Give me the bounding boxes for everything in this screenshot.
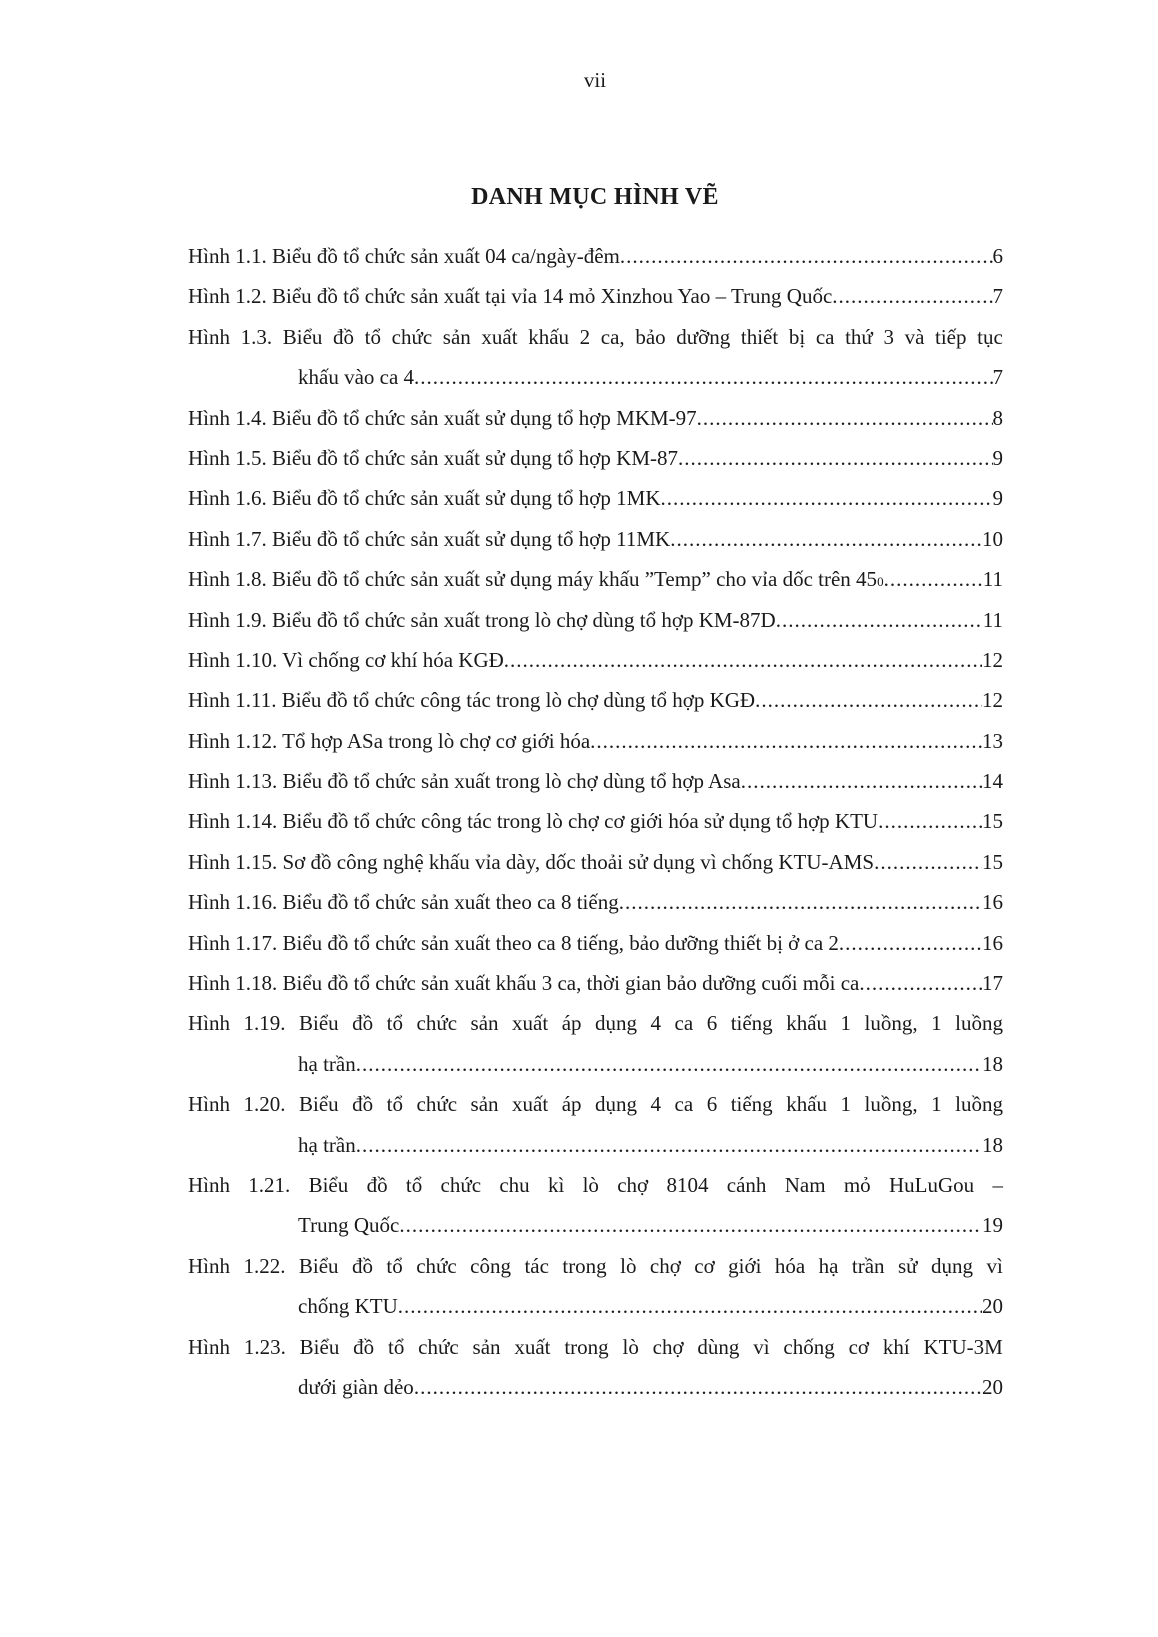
entry-caption: Hình 1.16. Biểu đồ tổ chức sản xuất theo ca 8 tiếng bbox=[188, 890, 619, 915]
dot-leader bbox=[619, 882, 982, 922]
entry-caption: Hình 1.6. Biểu đồ tổ chức sản xuất sử dụng tổ hợp 1MK bbox=[188, 486, 661, 511]
entry-final-line bbox=[188, 963, 1003, 1003]
dot-leader bbox=[832, 276, 992, 316]
dot-leader bbox=[741, 761, 982, 801]
entry-caption: Hình 1.14. Biểu đồ tổ chức công tác trong lò chợ cơ giới hóa sử dụng tổ hợp KTU bbox=[188, 809, 879, 834]
figure-list-entry[interactable] bbox=[188, 761, 1003, 801]
figure-list-entry[interactable] bbox=[188, 1165, 1003, 1246]
entry-final-line bbox=[188, 1044, 1003, 1084]
dot-leader bbox=[356, 1044, 982, 1084]
dot-leader bbox=[356, 1125, 982, 1165]
figure-list-entry[interactable] bbox=[188, 721, 1003, 761]
dot-leader bbox=[884, 559, 983, 599]
entry-final-line bbox=[188, 721, 1003, 761]
entry-caption: Hình 1.22. Biểu đồ tổ chức công tác trong lò chợ cơ giới hóa hạ trần sử dụng vì bbox=[188, 1253, 1003, 1278]
entry-final-line bbox=[188, 882, 1003, 922]
dot-leader bbox=[414, 1367, 982, 1407]
entry-page-number: 13 bbox=[982, 728, 1003, 753]
entry-caption: Hình 1.8. Biểu đồ tổ chức sản xuất sử dụng máy khấu ”Temp” cho vỉa dốc trên 45 bbox=[188, 567, 878, 592]
entry-caption: chống KTU bbox=[298, 1294, 398, 1319]
entry-final-line bbox=[188, 640, 1003, 680]
figure-list-entry[interactable] bbox=[188, 1084, 1003, 1165]
figure-list-entry[interactable] bbox=[188, 1003, 1003, 1084]
entry-caption: hạ trần bbox=[298, 1051, 356, 1076]
figure-list-entry[interactable] bbox=[188, 478, 1003, 518]
page-number: vii bbox=[583, 68, 607, 92]
entry-page-number: 11 bbox=[982, 607, 1003, 632]
entry-page-number: 9 bbox=[992, 445, 1003, 470]
figure-list-entry[interactable] bbox=[188, 801, 1003, 841]
entry-caption: Hình 1.19. Biểu đồ tổ chức sản xuất áp dụng 4 ca 6 tiếng khấu 1 luồng, 1 luồng bbox=[188, 1011, 1003, 1036]
dot-leader bbox=[414, 357, 992, 397]
dot-leader bbox=[776, 600, 983, 640]
figure-list-entry[interactable] bbox=[188, 317, 1003, 398]
entry-caption: Hình 1.2. Biểu đồ tổ chức sản xuất tại vỉa 14 mỏ Xinzhou Yao – Trung Quốc bbox=[188, 284, 833, 309]
entry-final-line bbox=[188, 761, 1003, 801]
entry-final-line bbox=[188, 398, 1003, 438]
figure-list-entry[interactable] bbox=[188, 842, 1003, 882]
entry-caption: Hình 1.1. Biểu đồ tổ chức sản xuất 04 ca/ngày-đêm bbox=[188, 244, 620, 268]
entry-final-line bbox=[188, 1367, 1003, 1407]
entry-page-number: 19 bbox=[982, 1213, 1003, 1238]
figure-list-entry[interactable] bbox=[188, 680, 1003, 720]
dot-leader bbox=[398, 1286, 982, 1326]
entry-wrapped-line bbox=[188, 1084, 1003, 1124]
entry-wrapped-line bbox=[188, 1327, 1003, 1367]
entry-final-line bbox=[188, 1286, 1003, 1326]
figure-list-entry[interactable] bbox=[188, 923, 1003, 963]
entry-page-number: 7 bbox=[992, 284, 1003, 309]
entry-final-line bbox=[188, 1205, 1003, 1245]
entry-wrapped-line bbox=[188, 1165, 1003, 1205]
entry-final-line bbox=[188, 478, 1003, 518]
entry-page-number: 16 bbox=[982, 930, 1003, 955]
dot-leader bbox=[755, 680, 982, 720]
dot-leader bbox=[839, 923, 982, 963]
figure-list-entry[interactable] bbox=[188, 438, 1003, 478]
entry-page-number: 10 bbox=[982, 526, 1003, 551]
figure-list-entry[interactable] bbox=[188, 236, 1003, 276]
figure-list-entry[interactable] bbox=[188, 640, 1003, 680]
entry-page-number: 15 bbox=[982, 849, 1003, 874]
entry-page-number: 12 bbox=[982, 647, 1003, 672]
entry-page-number: 20 bbox=[982, 1294, 1003, 1319]
entry-caption: Hình 1.7. Biểu đồ tổ chức sản xuất sử dụng tổ hợp 11MK bbox=[188, 526, 671, 551]
entry-caption: Hình 1.13. Biểu đồ tổ chức sản xuất trong lò chợ dùng tổ hợp Asa bbox=[188, 769, 741, 794]
entry-final-line bbox=[188, 842, 1003, 882]
entry-final-line bbox=[188, 276, 1003, 316]
entry-caption: Hình 1.20. Biểu đồ tổ chức sản xuất áp dụng 4 ca 6 tiếng khấu 1 luồng, 1 luồng bbox=[188, 1092, 1003, 1117]
dot-leader bbox=[504, 640, 982, 680]
entry-caption: Hình 1.5. Biểu đồ tổ chức sản xuất sử dụng tổ hợp KM-87 bbox=[188, 445, 678, 470]
dot-leader bbox=[878, 801, 982, 841]
figure-list-entry[interactable] bbox=[188, 882, 1003, 922]
dot-leader bbox=[399, 1205, 982, 1245]
dot-leader bbox=[670, 519, 982, 559]
entry-caption: Hình 1.10. Vì chống cơ khí hóa KGĐ bbox=[188, 647, 504, 672]
entry-caption: Hình 1.23. Biểu đồ tổ chức sản xuất trong lò chợ dùng vì chống cơ khí KTU-3M bbox=[188, 1334, 1003, 1359]
entry-final-line bbox=[188, 600, 1003, 640]
figure-list-entry[interactable] bbox=[188, 276, 1003, 316]
entry-caption: Hình 1.12. Tổ hợp ASa trong lò chợ cơ giới hóa bbox=[188, 728, 591, 753]
figure-list-entry[interactable] bbox=[188, 559, 1003, 599]
entry-page-number: 20 bbox=[982, 1374, 1003, 1399]
entry-caption: hạ trần bbox=[298, 1132, 356, 1157]
figure-list-entry[interactable] bbox=[188, 1327, 1003, 1408]
entry-page-number: 8 bbox=[992, 405, 1003, 430]
entry-caption: Hình 1.18. Biểu đồ tổ chức sản xuất khấu 3 ca, thời gian bảo dưỡng cuối mỗi ca bbox=[188, 971, 860, 996]
entry-wrapped-line bbox=[188, 1003, 1003, 1043]
entry-page-number: 15 bbox=[982, 809, 1003, 834]
dot-leader bbox=[678, 438, 993, 478]
entry-wrapped-line bbox=[188, 317, 1003, 357]
figure-list-entry[interactable] bbox=[188, 963, 1003, 1003]
entry-page-number: 14 bbox=[982, 769, 1003, 794]
entry-page-number: 12 bbox=[982, 688, 1003, 713]
entry-caption: Hình 1.11. Biểu đồ tổ chức công tác trong lò chợ dùng tổ hợp KGĐ bbox=[188, 688, 756, 713]
entry-page-number: 16 bbox=[982, 890, 1003, 915]
figure-list-entry[interactable] bbox=[188, 600, 1003, 640]
figure-list-entry[interactable] bbox=[188, 1246, 1003, 1327]
entry-final-line bbox=[188, 680, 1003, 720]
entry-page-number: 18 bbox=[982, 1132, 1003, 1157]
entry-caption: Hình 1.21. Biểu đồ tổ chức chu kì lò chợ 8104 cánh Nam mỏ HuLuGou – bbox=[188, 1172, 1003, 1197]
dot-leader bbox=[859, 963, 982, 1003]
entry-final-line bbox=[188, 801, 1003, 841]
entry-page-number: 11 bbox=[982, 567, 1003, 592]
entry-caption: Trung Quốc bbox=[298, 1213, 400, 1238]
entry-wrapped-line bbox=[188, 1246, 1003, 1286]
figure-list-entry[interactable] bbox=[188, 398, 1003, 438]
entry-caption: khấu vào ca 4 bbox=[298, 365, 415, 390]
dot-leader bbox=[620, 236, 993, 276]
entry-page-number: 9 bbox=[992, 486, 1003, 511]
entry-caption: Hình 1.3. Biểu đồ tổ chức sản xuất khấu 2 ca, bảo dưỡng thiết bị ca thứ 3 và tiếp tục bbox=[188, 324, 1003, 349]
dot-leader bbox=[590, 721, 982, 761]
entry-page-number: 6 bbox=[992, 244, 1003, 268]
dot-leader bbox=[661, 478, 993, 518]
dot-leader bbox=[874, 842, 982, 882]
entry-final-line bbox=[188, 357, 1003, 397]
entry-page-number: 18 bbox=[982, 1051, 1003, 1076]
entry-caption: Hình 1.17. Biểu đồ tổ chức sản xuất theo ca 8 tiếng, bảo dưỡng thiết bị ở ca 2 bbox=[188, 930, 839, 955]
dot-leader bbox=[697, 398, 993, 438]
entry-caption: Hình 1.4. Biểu đồ tổ chức sản xuất sử dụng tổ hợp MKM-97 bbox=[188, 405, 697, 430]
entry-caption: Hình 1.15. Sơ đồ công nghệ khấu vỉa dày, dốc thoải sử dụng vì chống KTU-AMS bbox=[188, 849, 875, 874]
entry-final-line bbox=[188, 236, 1003, 276]
entry-page-number: 7 bbox=[992, 365, 1003, 390]
entry-final-line bbox=[188, 519, 1003, 559]
figure-list-entry[interactable] bbox=[188, 519, 1003, 559]
figure-list bbox=[188, 236, 1003, 1407]
page-title: DANH MỤC HÌNH VẼ bbox=[471, 184, 719, 210]
entry-final-line bbox=[188, 923, 1003, 963]
entry-caption: dưới giàn dẻo bbox=[298, 1374, 414, 1399]
entry-final-line bbox=[188, 438, 1003, 478]
entry-final-line: Hình 1.8. Biểu đồ tổ chức sản xuất sử dụng máy khấu ”Temp” cho vỉa dốc trên 45 0 ..... 11 bbox=[188, 559, 1003, 599]
entry-final-line bbox=[188, 1125, 1003, 1165]
entry-caption: Hình 1.9. Biểu đồ tổ chức sản xuất trong lò chợ dùng tổ hợp KM-87D bbox=[188, 607, 776, 632]
entry-page-number: 17 bbox=[982, 971, 1003, 996]
